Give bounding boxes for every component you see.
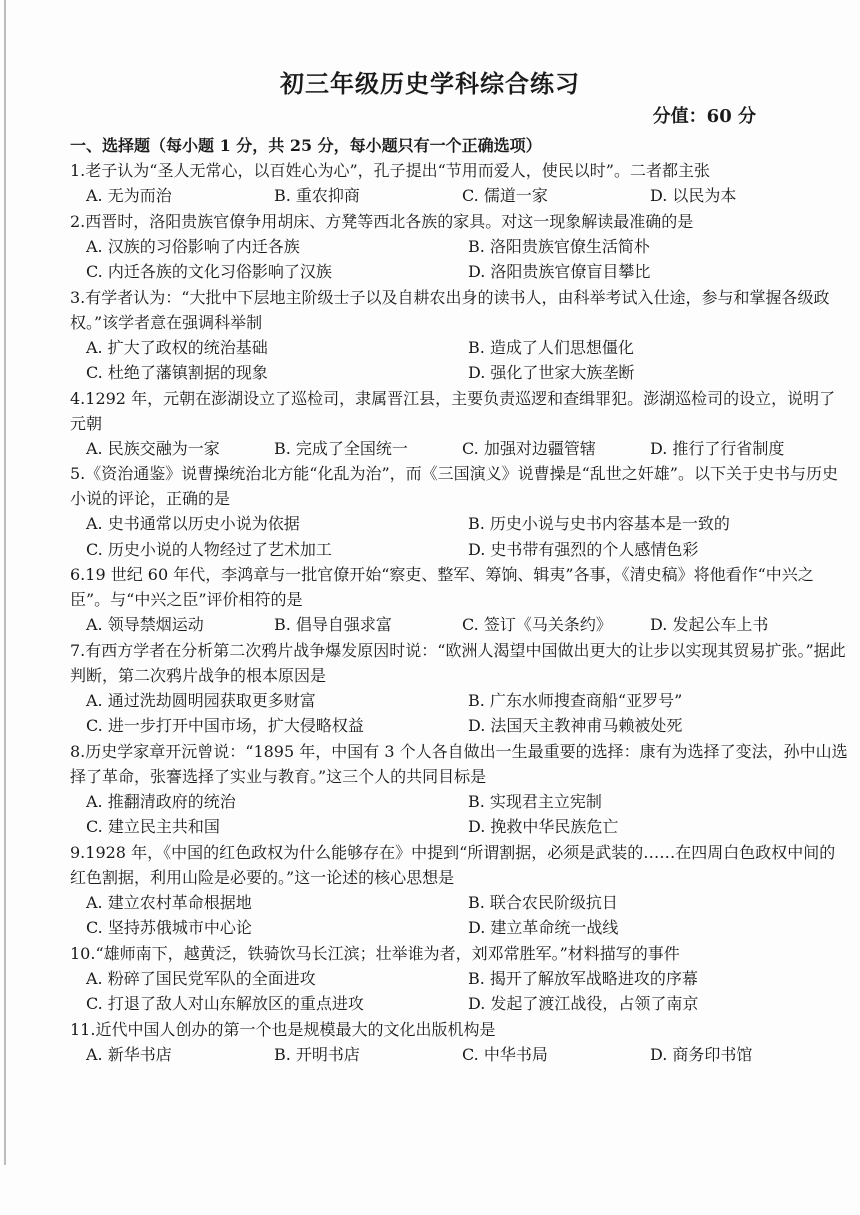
option-row [70,915,850,941]
question-stem: 7.有西方学者在分析第二次鸦片战争爆发原因时说：“欧洲人渴望中国做出更大的让步以实现其贸易扩张。”据此判断，第二次鸦片战争的根本原因是 [70,640,846,685]
option-c: C. 坚持苏俄城市中心论 [86,918,252,937]
option-b: B. 实现君主立宪制 [468,791,602,811]
question-stem: 5.《资治通鉴》说曹操统治北方能“化乱为治”，而《三国演义》说曹操是“乱世之奸雄”。以下关于史书与历史小说的评论，正确的是 [70,464,838,508]
option-a: A. 通过洗劫圆明园获取更多财富 [86,690,316,710]
option-a: A. 史书通常以历史小说为依据 [86,514,300,533]
option-b: B. 洛阳贵族官僚生活简朴 [468,236,650,256]
question-stem: 1.老子认为“圣人无常心，以百姓心为心”，孔子提出“节用而爱人，使民以时”。二者都主张 [70,161,710,180]
question-6 [70,562,850,638]
option-row [70,713,850,739]
option-c: C. 历史小说的人物经过了艺术加工 [86,539,332,559]
option-row [70,360,850,386]
option-c: C. 加强对边疆管辖 [462,438,596,458]
question-7 [70,638,850,739]
option-c: C. 儒道一家 [462,186,548,205]
question-1 [70,158,850,209]
option-d: D. 洛阳贵族官僚盲目攀比 [468,262,651,281]
option-d: D. 强化了世家大族垄断 [468,363,635,382]
option-row [70,234,850,260]
option-row [70,789,850,815]
option-a: A. 新华书店 [86,1044,172,1064]
question-3 [70,285,850,386]
option-b: B. 历史小说与史书内容基本是一致的 [468,514,730,533]
option-c: C. 打退了敌人对山东解放区的重点进攻 [86,994,364,1013]
question-10 [70,941,850,1017]
option-d: D. 推行了行省制度 [650,438,785,458]
question-stem: 11.近代中国人创办的第一个也是规模最大的文化出版机构是 [70,1019,496,1039]
option-b: B. 联合农民阶级抗日 [468,892,618,912]
question-stem: 9.1928 年，《中国的红色政权为什么能够存在》中提到“所谓割据，必须是武装的……在四周白色政权中间的红色割据，利用山险是必要的。”这一论述的核心思想是 [70,842,836,887]
page-edge-line [4,0,6,1165]
question-8 [70,739,850,840]
option-b: B. 重农抑商 [274,186,360,205]
option-row [70,966,850,992]
option-c: C. 进一步打开中国市场，扩大侵略权益 [86,716,364,735]
score-label: 分值：60 分 [652,106,756,127]
option-d: D. 法国天主教神甫马赖被处死 [468,716,683,735]
option-a: A. 民族交融为一家 [86,438,220,458]
option-a: A. 汉族的习俗影响了内迁各族 [86,236,300,256]
option-row [70,890,850,916]
option-a: A. 无为而治 [86,186,172,205]
option-d: D. 商务印书馆 [650,1044,753,1064]
question-4 [70,386,850,462]
option-d: D. 发起公车上书 [650,615,769,634]
option-c: C. 中华书局 [462,1044,548,1064]
option-row [70,991,850,1017]
option-b: B. 造成了人们思想僵化 [468,337,634,357]
option-b: B. 广东水师搜查商船“亚罗号” [468,690,683,710]
question-list [70,158,850,1067]
option-d: D. 以民为本 [650,186,737,205]
option-row [70,1042,850,1068]
question-11 [70,1017,850,1068]
option-b: B. 揭开了解放军战略进攻的序幕 [468,968,698,988]
option-a: A. 建立农村革命根据地 [86,892,252,912]
question-stem: 6.19 世纪 60 年代，李鸿章与一批官僚开始“察吏、整军、筹饷、辑夷”各事，《清史稿》将他看作“中兴之臣”。与“中兴之臣”评价相符的是 [70,565,814,609]
option-row [70,537,850,563]
option-d: D. 史书带有强烈的个人感情色彩 [468,539,699,559]
section-heading: 一、选择题（每小题 1 分，共 25 分，每小题只有一个正确选项） [70,136,542,155]
option-row [70,436,850,462]
option-c: C. 签订《马关条约》 [462,615,612,634]
option-row [70,814,850,840]
option-d: D. 建立革命统一战线 [468,918,619,937]
question-stem: 3.有学者认为：“大批中下层地主阶级士子以及自耕农出身的读书人，由科举考试入仕途，参与和掌握各级政权。”该学者意在强调科举制 [70,287,830,332]
question-5 [70,461,850,562]
option-b: B. 倡导自强求富 [274,615,392,634]
exam-title: 初三年级历史学科综合练习 [280,69,580,98]
option-c: C. 内迁各族的文化习俗影响了汉族 [86,262,332,281]
option-a: A. 推翻清政府的统治 [86,791,236,811]
question-stem: 8.历史学家章开沅曾说：“1895 年，中国有 3 个人各自做出一生最重要的选择：康有为选择了变法，孙中山选择了革命，张謇选择了实业与教育。”这三个人的共同目标是 [70,741,848,786]
option-c: C. 杜绝了藩镇割据的现象 [86,363,268,382]
question-stem: 2.西晋时，洛阳贵族官僚争用胡床、方凳等西北各族的家具。对这一现象解读最准确的是 [70,211,694,231]
option-b: B. 完成了全国统一 [274,438,408,458]
option-c: C. 建立民主共和国 [86,817,220,836]
option-row [70,183,850,209]
option-d: D. 发起了渡江战役，占领了南京 [468,994,699,1013]
question-stem: 4.1292 年，元朝在澎湖设立了巡检司，隶属晋江县，主要负责巡逻和查缉罪犯。澎湖巡检司的设立，说明了元朝 [70,388,836,433]
question-9 [70,840,850,941]
option-row [70,612,850,638]
option-row [70,688,850,714]
option-a: A. 扩大了政权的统治基础 [86,337,268,357]
option-a: A. 领导禁烟运动 [86,615,204,634]
question-2 [70,209,850,285]
option-row [70,335,850,361]
option-row [70,259,850,285]
question-stem: 10.“雄师南下，越黄泛，铁骑饮马长江滨；壮举谁为者，刘邓常胜军。”材料描写的事件 [70,943,680,963]
option-a: A. 粉碎了国民党军队的全面进攻 [86,968,316,988]
option-d: D. 挽救中华民族危亡 [468,817,619,836]
option-b: B. 开明书店 [274,1044,360,1064]
option-row [70,511,850,537]
